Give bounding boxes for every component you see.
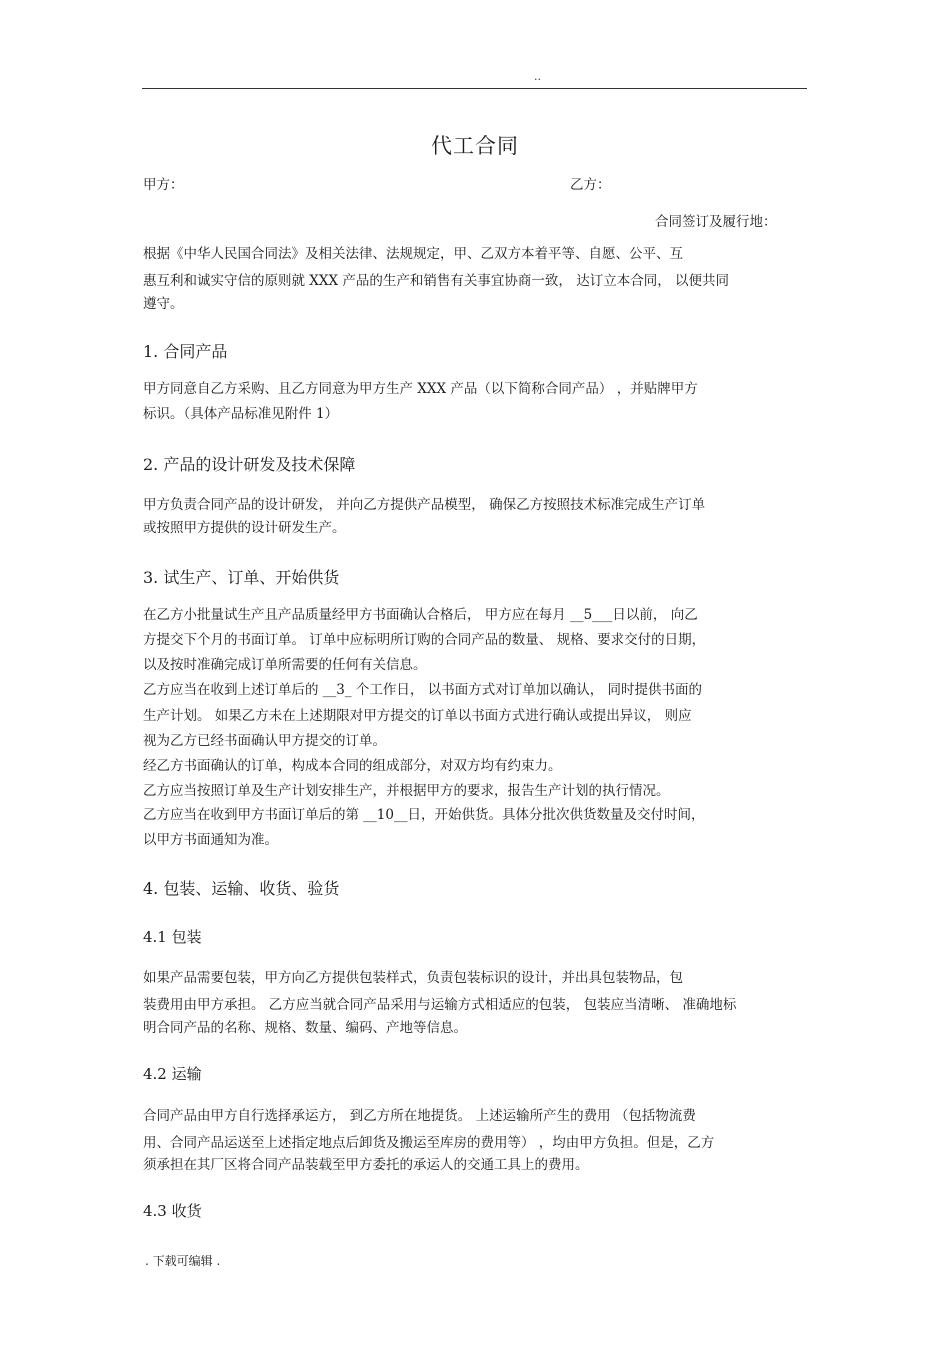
section-heading: 3. 试生产、订单、开始供货 bbox=[143, 568, 340, 587]
intro-line: 根据《中华人民国合同法》及相关法律、法规规定，甲、乙双方本着平等、自愿、公平、互 bbox=[143, 246, 683, 262]
paragraph-line: 甲方负责合同产品的设计研发， 并向乙方提供产品模型， 确保乙方按照技术标准完成生产订单 bbox=[143, 497, 706, 513]
page-footer: . 下载可编辑 . bbox=[145, 1254, 221, 1268]
paragraph-line: 乙方应当按照订单及生产计划安排生产，并根据甲方的要求，报告生产计划的执行情况。 bbox=[143, 783, 670, 799]
subsection-heading: 4.2 运输 bbox=[143, 1065, 202, 1083]
paragraph-line: 乙方应当在收到甲方书面订单后的第 __10__日，开始供货。具体分批次供货数量及交付时间， bbox=[143, 807, 705, 823]
paragraph-line: 以甲方书面通知为准。 bbox=[143, 832, 278, 848]
paragraph-line: 合同产品由甲方自行选择承运方， 到乙方所在地提货。 上述运输所产生的费用 （包括物流费 bbox=[143, 1108, 696, 1124]
paragraph-line: 视为乙方已经书面确认甲方提交的订单。 bbox=[143, 733, 386, 749]
party-a-label: 甲方： bbox=[143, 177, 184, 193]
paragraph-line: 乙方应当在收到上述订单后的 __3_ 个工作日， 以书面方式对订单加以确认， 同时提供书面的 bbox=[143, 682, 703, 698]
section-heading: 1. 合同产品 bbox=[143, 342, 228, 361]
subsection-heading: 4.3 收货 bbox=[143, 1202, 202, 1220]
paragraph-line: 明合同产品的名称、规格、数量、编码、产地等信息。 bbox=[143, 1020, 467, 1036]
paragraph-line: 标识。（具体产品标准见附件 1） bbox=[143, 406, 339, 422]
signing-place-label: 合同签订及履行地： bbox=[655, 214, 777, 230]
section-heading: 2. 产品的设计研发及技术保障 bbox=[143, 455, 356, 474]
intro-line: 惠互利和诚实守信的原则就 XXX 产品的生产和销售有关事宜协商一致， 达订立本合同， 以便共同 bbox=[143, 273, 729, 289]
paragraph-line: 经乙方书面确认的订单，构成本合同的组成部分，对双方均有约束力。 bbox=[143, 758, 562, 774]
paragraph-line: 生产计划。 如果乙方未在上述期限对甲方提交的订单以书面方式进行确认或提出异议， 则应 bbox=[143, 708, 692, 724]
paragraph-line: 用、合同产品运送至上述指定地点后卸货及搬运至库房的费用等） ，均由甲方负担。但是，乙方 bbox=[143, 1135, 715, 1151]
subsection-heading: 4.1 包装 bbox=[143, 928, 202, 946]
paragraph-line: 甲方同意自乙方采购、且乙方同意为甲方生产 XXX 产品（以下简称合同产品） ，并贴牌甲方 bbox=[143, 381, 698, 397]
paragraph-line: 装费用由甲方承担。 乙方应当就合同产品采用与运输方式相适应的包装， 包装应当清晰、 准确地标 bbox=[143, 997, 737, 1013]
paragraph-line: 如果产品需要包装，甲方向乙方提供包装样式，负责包装标识的设计，并出具包装物品，包 bbox=[143, 970, 683, 986]
paragraph-line: 方提交下个月的书面订单。 订单中应标明所订购的合同产品的数量、 规格、要求交付的日期， bbox=[143, 632, 706, 648]
paragraph-line: 以及按时准确完成订单所需要的任何有关信息。 bbox=[143, 657, 427, 673]
intro-line: 遵守。 bbox=[143, 296, 184, 312]
paragraph-line: 须承担在其厂区将合同产品装载至甲方委托的承运人的交通工具上的费用。 bbox=[143, 1157, 589, 1173]
header-mark: .. bbox=[534, 70, 541, 83]
party-b-label: 乙方： bbox=[570, 177, 611, 193]
header-rule bbox=[142, 88, 807, 89]
paragraph-line: 在乙方小批量试生产且产品质量经甲方书面确认合格后， 甲方应在每月 __5___日以前， 向乙 bbox=[143, 607, 698, 623]
document-title: 代工合同 bbox=[431, 134, 519, 158]
paragraph-line: 或按照甲方提供的设计研发生产。 bbox=[143, 520, 346, 536]
section-heading: 4. 包装、运输、收货、验货 bbox=[143, 879, 340, 898]
